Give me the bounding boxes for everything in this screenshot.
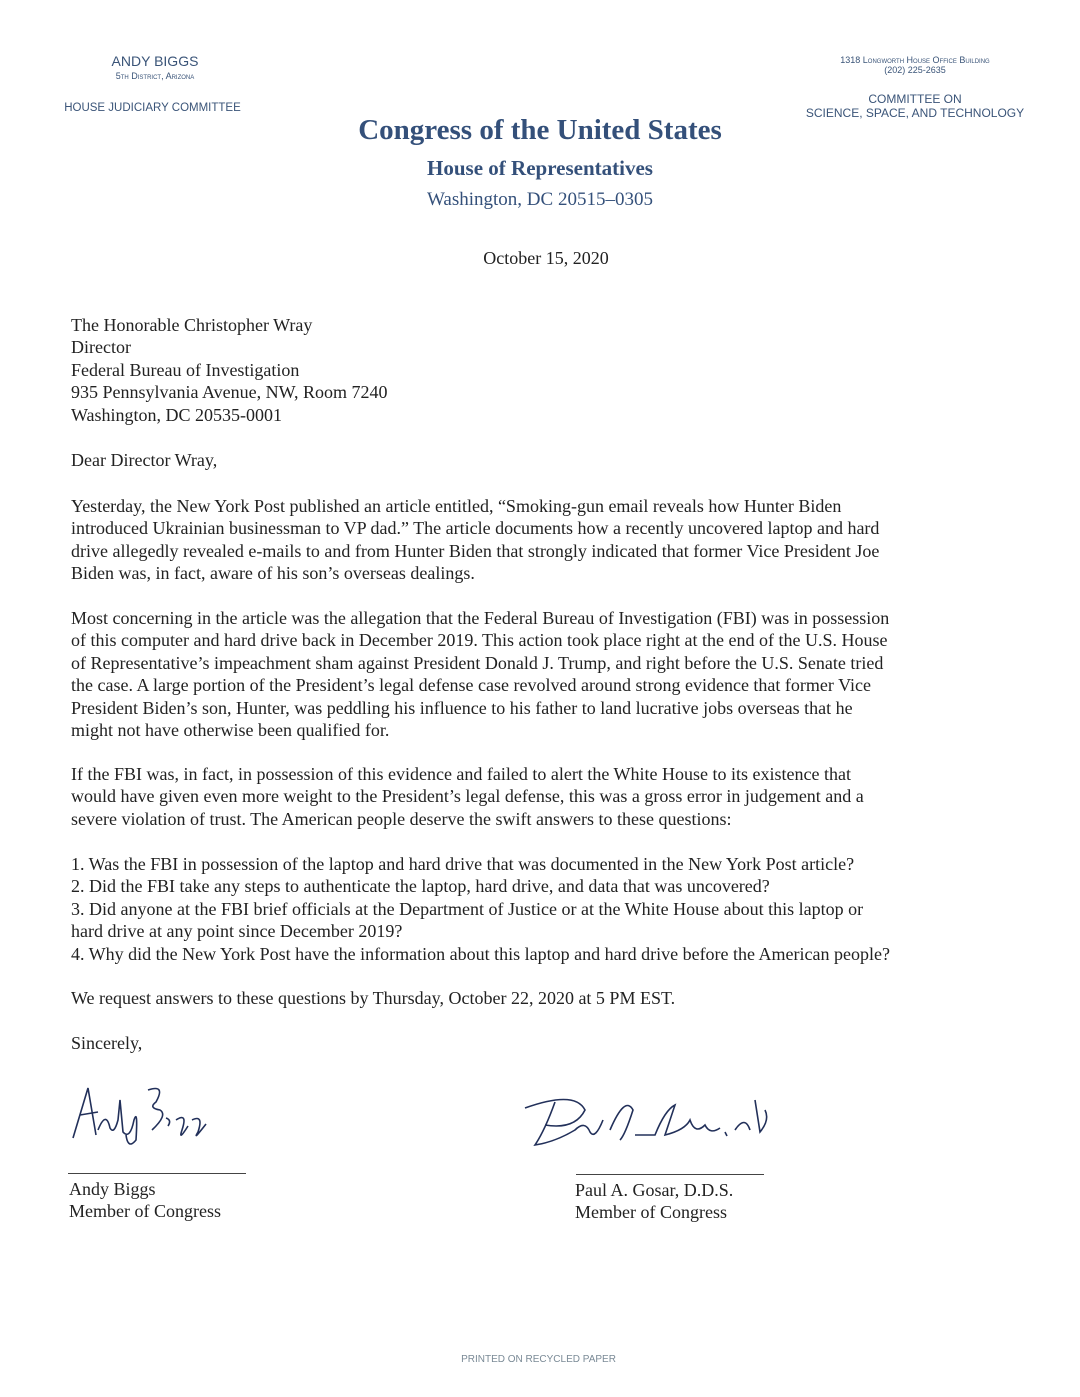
signature-gosar (515, 1090, 775, 1150)
question-item: 1. Was the FBI in possession of the laptop and hard drive that was documented in the New York Post article? (71, 854, 855, 874)
text-line: drive allegedly revealed e-mails to and from Hunter Biden that strongly indicated that former Vice President Joe (71, 540, 880, 561)
address-line: The Honorable Christopher Wray (71, 315, 313, 335)
address-line: 935 Pennsylvania Avenue, NW, Room 7240 (71, 382, 388, 403)
address-line: Director (71, 337, 131, 358)
signer-gosar (575, 1179, 733, 1224)
district: 5th District, Arizona (115, 71, 195, 81)
text-line: Yesterday, the New York Post published an article entitled, “Smoking-gun email reveals how Hunter Biden (71, 496, 842, 516)
text-line: President Biden’s son, Hunter, was peddling his influence to his father to land lucrative jobs overseas that he (71, 697, 853, 718)
questions-list (71, 853, 890, 965)
signer-biggs (69, 1178, 221, 1223)
question-item: hard drive at any point since December 2019? (71, 921, 403, 942)
paragraph-1 (71, 495, 879, 585)
member-name: ANDY BIGGS (111, 53, 199, 69)
recycled-paper-footer: PRINTED ON RECYCLED PAPER (461, 1354, 616, 1365)
paragraph-3 (71, 763, 864, 830)
office-phone: (202) 225-2635 (884, 65, 946, 75)
office-address: 1318 Longworth House Office Building (840, 55, 990, 65)
letterhead-left (60, 53, 250, 81)
text-line: of this computer and hard drive back in December 2019. This action took place right at the end of the U.S. House (71, 630, 888, 651)
letterhead-right (800, 55, 1030, 120)
text-line: of Representative’s impeachment sham against President Donald J. Trump, and right before the U.S. Senate tried (71, 652, 884, 673)
letterhead-city: Washington, DC 20515–0305 (427, 189, 653, 210)
text-line: Biden was, in fact, aware of his son’s overseas dealings. (71, 563, 475, 584)
salutation: Dear Director Wray, (71, 450, 218, 470)
recipient-address (71, 314, 387, 426)
address-line: Washington, DC 20535-0001 (71, 404, 283, 425)
signer-name: Andy Biggs (69, 1179, 156, 1199)
text-line: introduced Ukrainian businessman to VP dad.” The article documents how a recently uncovered laptop and hard (71, 518, 880, 539)
closing: Sincerely, (71, 1033, 143, 1053)
address-line: Federal Bureau of Investigation (71, 359, 300, 380)
question-item: 2. Did the FBI take any steps to authenticate the laptop, hard drive, and data that was uncovered? (71, 876, 770, 897)
question-item: 4. Why did the New York Post have the information about this laptop and hard drive before the American people? (71, 943, 890, 964)
letter-date: October 15, 2020 (483, 248, 609, 268)
paragraph-2 (71, 607, 889, 741)
text-line: If the FBI was, in fact, in possession of this evidence and failed to alert the White House to its existence that (71, 764, 851, 784)
letterhead-subtitle: House of Representatives (427, 156, 653, 180)
text-line: Most concerning in the article was the allegation that the Federal Bureau of Investigation (FBI) was in possession (71, 608, 890, 628)
signer-title: Member of Congress (69, 1201, 221, 1222)
signer-title: Member of Congress (575, 1202, 727, 1223)
signer-name: Paul A. Gosar, D.D.S. (575, 1180, 734, 1200)
signature-biggs (68, 1080, 218, 1145)
letterhead-title: Congress of the United States (358, 114, 722, 146)
signature-line (68, 1173, 246, 1174)
question-item: 3. Did anyone at the FBI brief officials at the Department of Justice or at the White House about this laptop or (71, 898, 864, 919)
signature-line (576, 1174, 764, 1175)
text-line: the case. A large portion of the President’s legal defense case revolved around strong evidence that former Vice (71, 675, 871, 696)
left-committee: HOUSE JUDICIARY COMMITTEE (64, 102, 241, 114)
request-deadline: We request answers to these questions by Thursday, October 22, 2020 at 5 PM EST. (71, 988, 676, 1008)
committee-line1: COMMITTEE ON (868, 92, 962, 106)
text-line: severe violation of trust. The American people deserve the swift answers to these questions: (71, 808, 732, 829)
text-line: would have given even more weight to the President’s legal defense, this was a gross error in judgement and a (71, 786, 864, 807)
text-line: might not have otherwise been qualified for. (71, 720, 390, 741)
committee-line2: SCIENCE, SPACE, AND TECHNOLOGY (805, 106, 1025, 120)
